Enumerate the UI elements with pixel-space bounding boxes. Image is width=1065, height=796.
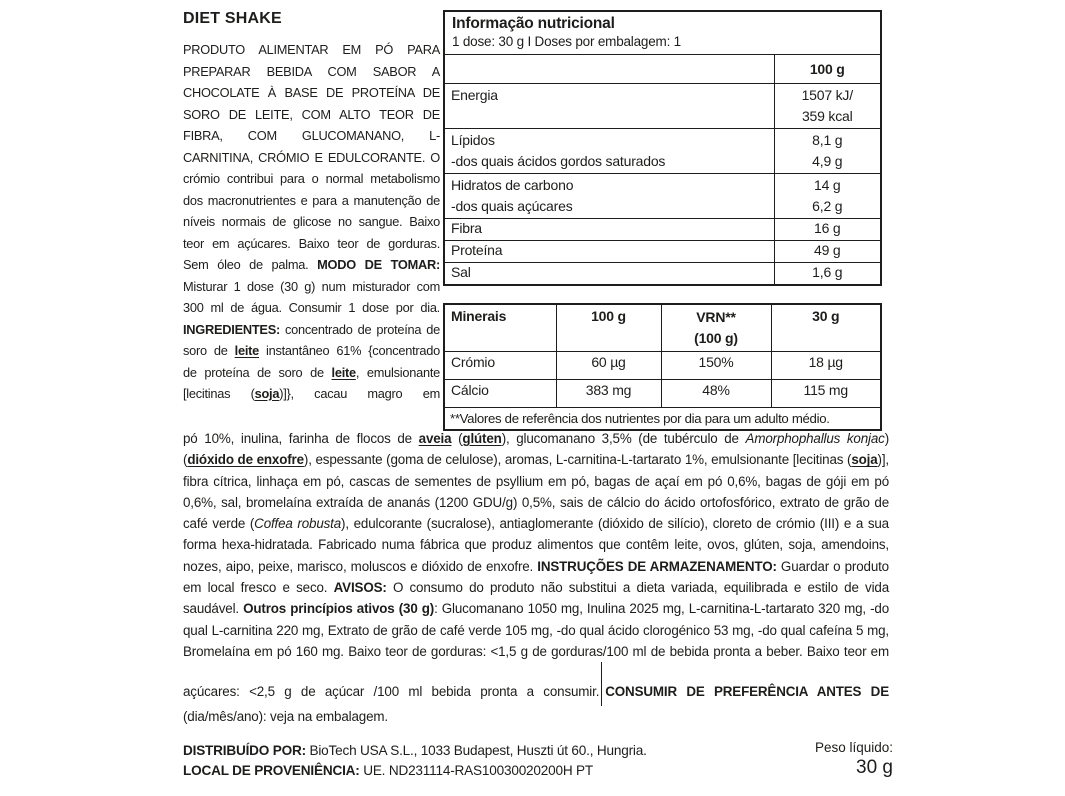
fold-mark-line [601, 662, 602, 706]
mineral-name: Cálcio [444, 380, 556, 408]
nutrient-label: Hidratos de carbono -dos quais açúcares [444, 174, 774, 219]
nutrition-row-lipidos [444, 129, 881, 174]
net-weight-label: Peso líquido: [814, 740, 893, 755]
distributor-text: BioTech USA S.L., 1033 Budapest, Huszti út 60., Hungria. [305, 743, 647, 758]
origin-line [183, 761, 843, 781]
nutrient-value: 49 g [774, 241, 881, 263]
nutrition-row-hidratos [444, 174, 881, 219]
nutrient-label: Proteína [444, 241, 774, 263]
nutrition-table-title: Informação nutricional [452, 15, 615, 32]
nutrition-row-sal [444, 263, 881, 286]
minerals-header-row [444, 304, 881, 352]
mineral-vrn: 150% [661, 352, 771, 380]
nutrition-row-proteina [444, 241, 881, 263]
nutrient-label: Energia [444, 84, 774, 129]
mineral-per100: 383 mg [556, 380, 661, 408]
column-header-100g: 100 g [774, 55, 881, 84]
product-description: PRODUTO ALIMENTAR EM PÓ PARA PREPARAR BEBIDA COM SABOR A CHOCOLATE À BASE DE PROTEÍNA DE SORO DE LEITE, COM ALTO TEOR DE FIBRA, COM GLUCOMANANO, L-CARNITINA, CRÓMIO E EDULCORANTE. O crómio contribui para o normal metabolismo dos macronutrientes e para a manutenção de níveis normais de glicose no sangue. Baixo teor em açúcares. Baixo teor de gorduras. Sem óleo de palma. MODO DE TOMAR: Misturar 1 dose (30 g) num misturador com 300 ml de água. Consumir 1 dose por dia. INGREDIENTES: concentrado de proteína de soro de leite instantâneo 61% {concentrado de proteína de soro de leite, emulsionante [lecitinas (soja)]}, cacau magro em [183, 42, 441, 401]
mineral-name: Crómio [444, 352, 556, 380]
mineral-per100: 60 µg [556, 352, 661, 380]
nutrition-row-energia [444, 84, 881, 129]
minerals-table-grid [443, 303, 882, 431]
mineral-vrn: 48% [661, 380, 771, 408]
mineral-row-calcio [444, 380, 881, 408]
minerals-header-30g: 30 g [771, 304, 881, 352]
nutrient-label: Fibra [444, 219, 774, 241]
left-column [183, 10, 440, 405]
nutrient-value: 1,6 g [774, 263, 881, 286]
distributor-label: DISTRIBUÍDO POR: [183, 743, 306, 758]
nutrient-value: 16 g [774, 219, 881, 241]
nutrient-label: Lípidos -dos quais ácidos gordos saturados [444, 129, 774, 174]
nutrition-table-grid [443, 10, 882, 286]
mineral-row-cromio [444, 352, 881, 380]
nutrient-value: 8,1 g 4,9 g [774, 129, 881, 174]
net-weight-value: 30 g [856, 757, 893, 778]
minerals-header-100g: 100 g [556, 304, 661, 352]
origin-label: LOCAL DE PROVENIÊNCIA: [183, 763, 360, 778]
footer-distribution-block [183, 741, 843, 781]
nutrient-value: 1507 kJ/ 359 kcal [774, 84, 881, 129]
nutrition-table [443, 10, 882, 286]
nutrition-column-header-row [444, 55, 881, 84]
minerals-footnote-row [444, 408, 881, 431]
nutrition-row-fibra [444, 219, 881, 241]
minerals-header-name: Minerais [444, 304, 556, 352]
net-weight-block [815, 740, 893, 780]
mineral-per30: 18 µg [771, 352, 881, 380]
mineral-per30: 115 mg [771, 380, 881, 408]
product-title: DIET SHAKE [183, 10, 282, 27]
nutrient-label: Sal [444, 263, 774, 286]
nutrition-table-header-cell [444, 11, 881, 55]
empty-cell [444, 55, 774, 84]
minerals-table [443, 303, 882, 431]
nutrition-table-header-row [444, 11, 881, 55]
ingredients-paragraph: pó 10%, inulina, farinha de flocos de aveia (glúten), glucomanano 3,5% (de tubérculo de Amorphophallus konjac) (dióxido de enxofre), espessante (goma de celulose), aromas, L-carnitina-L-tartarato 1%, emulsionante [lecitinas (soja)], fibra cítrica, linhaça em pó, cascas de sementes de psyllium em pó, bagas de açaí em pó 0,6%, bagas de góji em pó 0,6%, sal, bromelaína extraída de ananás (1200 GDU/g) 0,5%, sais de cálcio do ácido ortofosfórico, extrato de grão de café verde (Coffea robusta), edulcorante (sucralose), antiaglomerante (dióxido de silício), cloreto de crómio (III) e a sua forma hexa-hidratada. Fabricado numa fábrica que produz alimentos que contêm leite, ovos, glúten, soja, amendoins, nozes, aipo, peixe, marisco, moluscos e dióxido de enxofre. INSTRUÇÕES DE ARMAZENAMENTO: Guardar o produto em local fresco e seco. AVISOS: O consumo do produto não substitui a dieta variada, equilibrada e estilo de vida saudável. Outros princípios ativos (30 g): Glucomanano 1050 mg, Inulina 2025 mg, L-carnitina-L-tartarato 320 mg, -do qual L-carnitina 220 mg, Extrato de grão de café verde 105 mg, -do qual ácido clorogénico 53 mg, -do qual cafeína 5 mg, Bromelaína em pó 160 mg. Baixo teor de gorduras: <1,5 g de gorduras/100 ml de bebida pronta a beber. Baixo teor em açúcares: <2,5 g de açúcar /100 ml bebida pronta a consumir. CONSUMIR DE PREFERÊNCIA ANTES DE (dia/mês/ano): veja na embalagem. [183, 431, 890, 725]
nutrition-table-subtitle: 1 dose: 30 g I Doses por embalagem: 1 [452, 34, 681, 49]
nutrient-value: 14 g 6,2 g [774, 174, 881, 219]
distributor-line [183, 741, 843, 761]
origin-text: UE. ND231114-RAS10030020200H PT [359, 763, 594, 778]
minerals-footnote: **Valores de referência dos nutrientes por dia para um adulto médio. [444, 408, 881, 431]
minerals-header-vrn: VRN** (100 g) [661, 304, 771, 352]
